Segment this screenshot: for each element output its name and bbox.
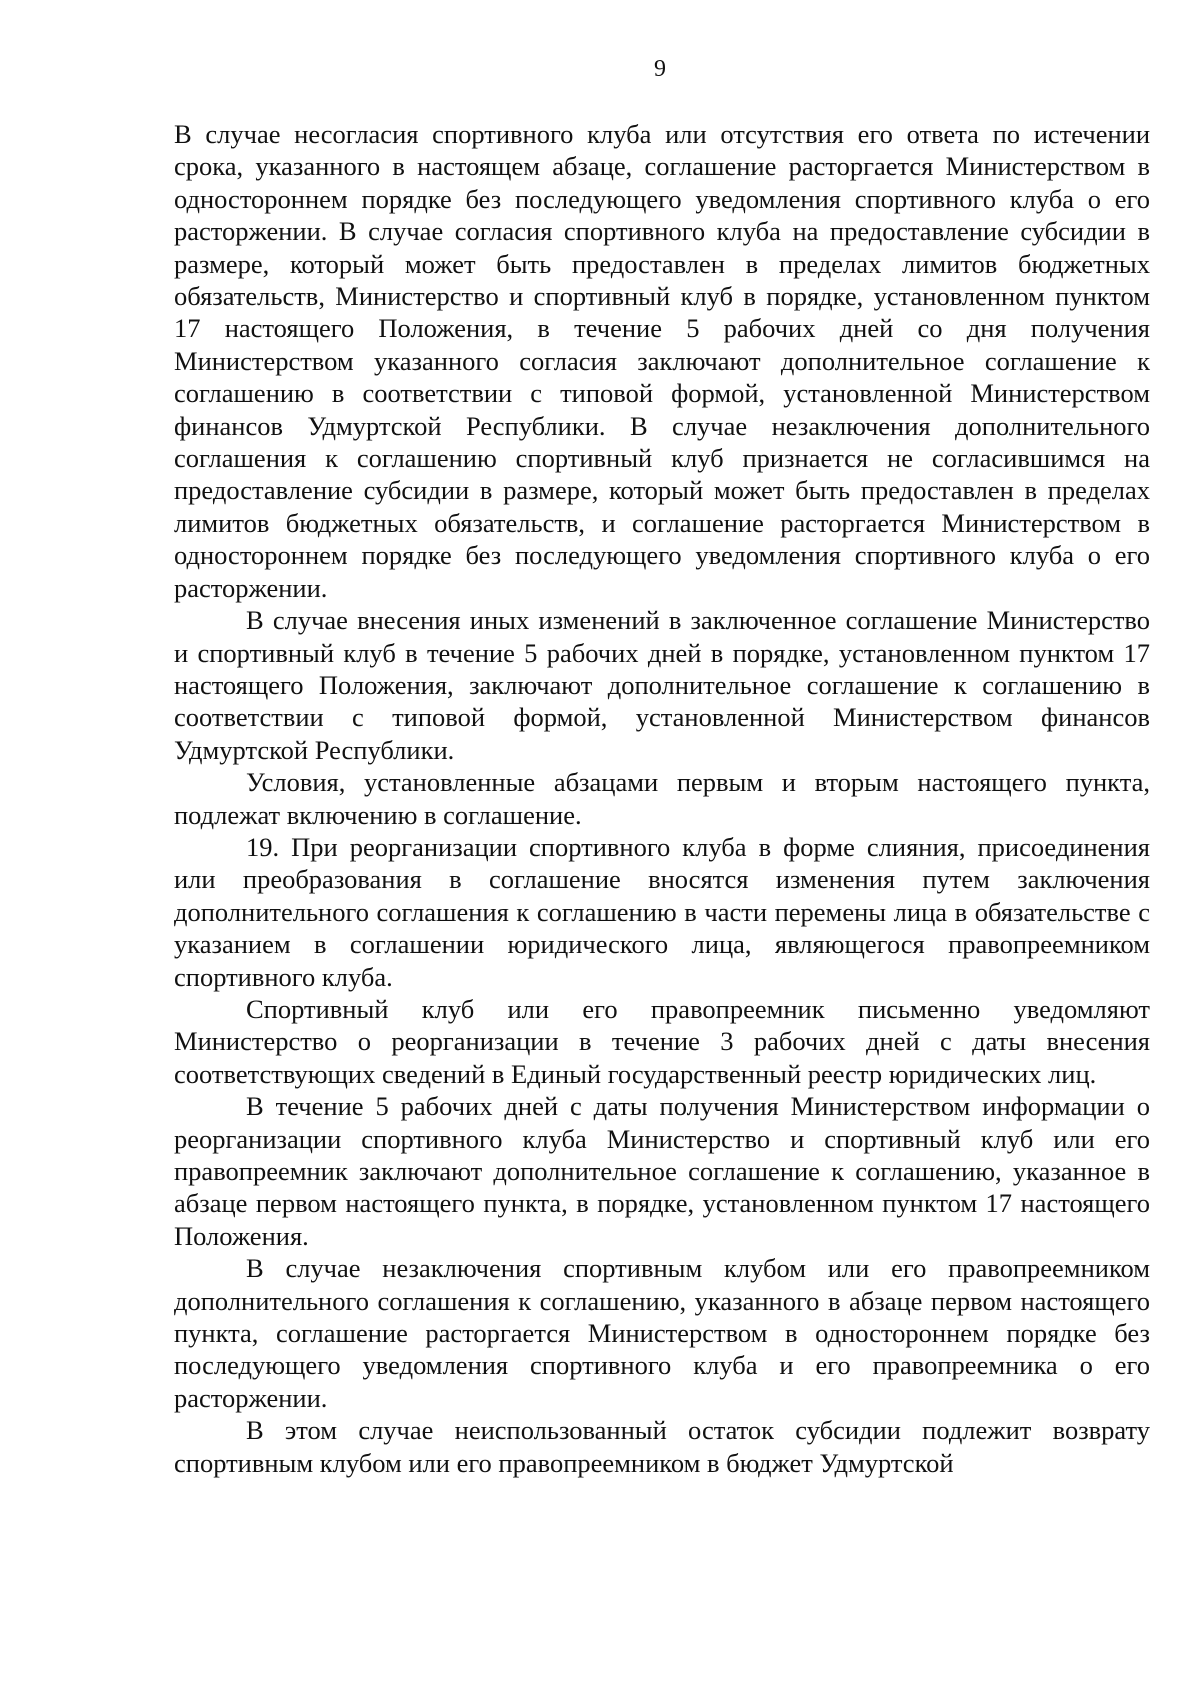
paragraph-item-19: 19. При реорганизации спортивного клуба в форме слияния, присоединения или преобразования в соглашение вносятся изменения путем заключения дополнительного соглашения к соглашению в части перемены лица в обязательстве с указанием в соглашении юридического лица, являющегося правопреемником спортивного клуба.: [174, 831, 1150, 992]
document-body: [174, 118, 1150, 1479]
paragraph: В течение 5 рабочих дней с даты получения Министерством информации о реорганизации спортивного клуба Министерство и спортивный клуб или его правопреемник заключают дополнительное соглашение к соглашению, указанное в абзаце первом настоящего пункта, в порядке, установленном пунктом 17 настоящего Положения.: [174, 1091, 1150, 1251]
paragraph-continuation: В случае несогласия спортивного клуба или отсутствия его ответа по истечении срока, указанного в настоящем абзаце, соглашение расторгается Министерством в одностороннем порядке без последующего уведомления спортивного клуба о его расторжении. В случае согласия спортивного клуба на предоставление субсидии в размере, который может быть предоставлен в пределах лимитов бюджетных обязательств, Министерство и спортивный клуб в порядке, установленном пунктом 17 настоящего Положения, в течение 5 рабочих дней со дня получения Министерством указанного согласия заключают дополнительное соглашение к соглашению в соответствии с типовой формой, установленной Министерством финансов Удмуртской Республики. В случае незаключения дополнительного соглашения к соглашению спортивный клуб признается не согласившимся на предоставление субсидии в размере, который может быть предоставлен в пределах лимитов бюджетных обязательств, и соглашение расторгается Министерством в одностороннем порядке без последующего уведомления спортивного клуба о его расторжении.: [174, 119, 1150, 603]
paragraph: В случае незаключения спортивным клубом или его правопреемником дополнительного соглашения к соглашению, указанного в абзаце первом настоящего пункта, соглашение расторгается Министерством в одностороннем порядке без последующего уведомления спортивного клуба и его правопреемника о его расторжении.: [174, 1253, 1150, 1413]
paragraph: В случае внесения иных изменений в заключенное соглашение Министерство и спортивный клуб в течение 5 рабочих дней в порядке, установленном пунктом 17 настоящего Положения, заключают дополнительное соглашение к соглашению в соответствии с типовой формой, установленной Министерством финансов Удмуртской Республики.: [174, 605, 1150, 765]
paragraph: Спортивный клуб или его правопреемник письменно уведомляют Министерство о реорганизации в течение 3 рабочих дней с даты внесения соответствующих сведений в Единый государственный реестр юридических лиц.: [174, 993, 1150, 1089]
page-number: 9: [654, 56, 666, 82]
paragraph-last: В этом случае неиспользованный остаток субсидии подлежит возврату спортивным клубом или его правопреемником в бюджет Удмуртской: [174, 1415, 1150, 1478]
paragraph: Условия, установленные абзацами первым и вторым настоящего пункта, подлежат включению в соглашение.: [174, 767, 1150, 830]
